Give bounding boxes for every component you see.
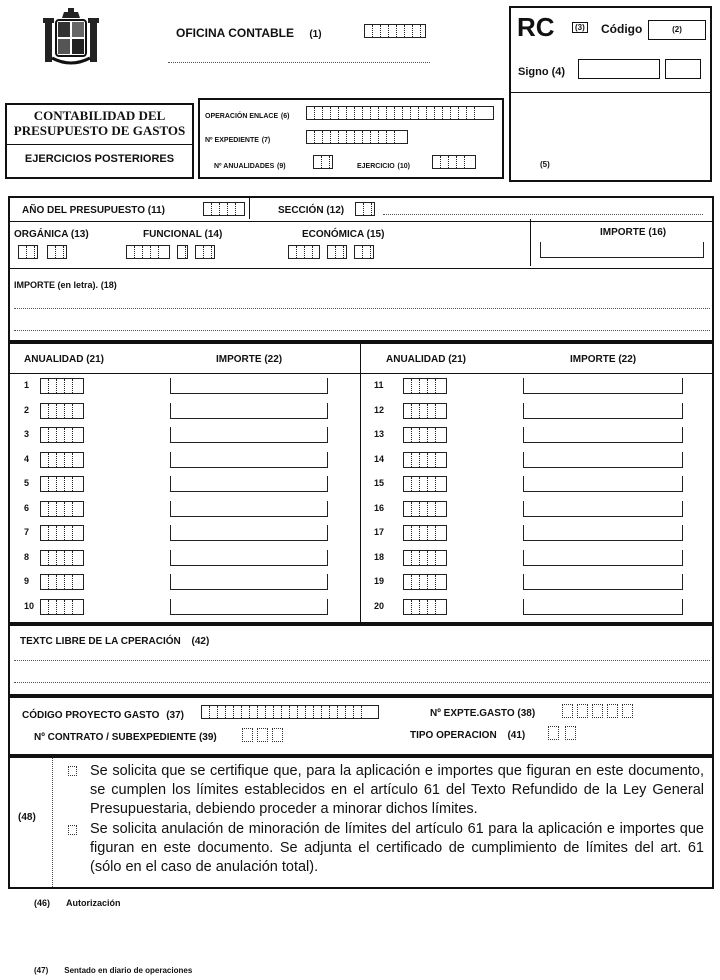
operacion-enlace-cells[interactable] (306, 106, 494, 120)
row-number: 17 (374, 527, 385, 537)
row-number: 18 (374, 551, 385, 562)
row-number: 9 (24, 576, 30, 586)
texto-libre-line-1[interactable] (14, 660, 710, 661)
anualidad-year-cells[interactable] (403, 452, 447, 468)
anualidad-importe-field[interactable] (523, 403, 683, 419)
row-number: 13 (374, 429, 385, 439)
certificar-text: Se solicita que se certifique que, para la aplicación e importes que figuran en este documento, se cumplen los límites establecidos en el artículo 61 del Texto Refundido de la Ley General Presupuestaria, debiendo proceder a minorar dichos límites. (90, 763, 704, 817)
contrato-label: Nº CONTRATO / SUBEXPEDIENTE (39) (34, 732, 217, 743)
row-number: 20 (374, 600, 385, 611)
subtitle-text: EJERCICIOS POSTERIORES (24, 153, 175, 165)
row-number: 3 (24, 429, 30, 439)
expediente-cells[interactable] (306, 130, 408, 144)
left-header-anualidad: ANUALIDAD (21) (24, 354, 104, 365)
anualidad-year-cells[interactable] (403, 403, 447, 419)
organica-cells[interactable] (18, 245, 67, 259)
row-number: 15 (374, 478, 385, 488)
operacion-enlace-label: OPERACIÓN ENLACE (6) (205, 113, 290, 120)
row-number: 19 (374, 576, 385, 586)
anualidad-year-cells[interactable] (40, 427, 84, 443)
anulacion-text: Se solicita anulación de minoración de límites del artículo 61 para la aplicación e importes que figuran en este documento. Se adjunta el certificado de cumplimiento de límites del art. 61 (sólo en el caso de anulación total). (90, 821, 704, 875)
anualidad-importe-field[interactable] (170, 427, 328, 443)
row-number: 2 (24, 404, 30, 415)
codigo-proyecto-cells[interactable] (201, 705, 379, 719)
anualidad-importe-field[interactable] (170, 501, 328, 517)
anualidad-importe-field[interactable] (523, 550, 683, 566)
ejercicio-label: EJERCICIO (10) (357, 163, 410, 170)
texto-libre-label: TEXTC LIBRE DE LA CPERACIÓN (42) (20, 636, 210, 647)
funcional-label: FUNCIONAL (14) (143, 229, 223, 240)
rc-num: (3) (572, 22, 588, 33)
anualidad-year-cells[interactable] (403, 378, 447, 394)
expediente-label: Nº EXPEDIENTE (7) (205, 137, 271, 144)
right-header-importe: IMPORTE (22) (570, 354, 637, 365)
seccion-cells[interactable] (355, 202, 375, 216)
row-number: 8 (24, 551, 30, 562)
tipo-operacion-label: TIPO OPERACION (41) (410, 730, 526, 741)
anulacion-checkbox[interactable] (68, 825, 77, 838)
anualidad-importe-field[interactable] (523, 452, 683, 468)
anualidad-year-cells[interactable] (403, 599, 447, 615)
economica-cells[interactable] (288, 245, 374, 259)
anualidad-year-cells[interactable] (40, 403, 84, 419)
importe-field[interactable] (540, 242, 704, 258)
expte-gasto-label: Nº EXPTE.GASTO (38) (430, 708, 536, 719)
row-number: 12 (374, 404, 385, 415)
anualidad-year-cells[interactable] (403, 476, 447, 492)
row-number: 10 (24, 600, 35, 611)
right-header-anualidad: ANUALIDAD (21) (386, 354, 466, 365)
row-number: 11 (374, 380, 384, 390)
anualidad-year-cells[interactable] (40, 550, 84, 566)
codigo-proyecto-label: CÓDIGO PROYECTO GASTO (37) (22, 710, 185, 721)
anualidad-importe-field[interactable] (170, 574, 328, 590)
anualidad-year-cells[interactable] (40, 452, 84, 468)
texto-libre-line-2[interactable] (14, 682, 710, 683)
sentado-label: (47) Sentado en diario de operaciones (34, 966, 193, 975)
anualidad-year-cells[interactable] (40, 378, 84, 394)
title-text: CONTABILIDAD DEL PRESUPUESTO DE GASTOS (13, 108, 186, 138)
anualidad-importe-field[interactable] (523, 599, 683, 615)
anualidad-importe-field[interactable] (523, 574, 683, 590)
expte-gasto-cells[interactable] (562, 704, 633, 721)
anualidad-year-cells[interactable] (403, 525, 447, 541)
anualidad-importe-field[interactable] (523, 525, 683, 541)
signo-label: Signo (4) (518, 66, 566, 78)
anualidad-importe-field[interactable] (170, 452, 328, 468)
anualidad-year-cells[interactable] (40, 525, 84, 541)
funcional-cells[interactable] (126, 245, 215, 259)
row-number: 6 (24, 502, 30, 513)
anualidad-importe-field[interactable] (523, 476, 683, 492)
importe-letra-label: IMPORTE (en letra). (18) (14, 280, 117, 290)
importe-letra-line-1[interactable] (14, 308, 710, 309)
seccion-label: SECCIÓN (12) (278, 205, 345, 216)
row-number: 7 (24, 527, 30, 537)
coat-of-arms-icon (42, 8, 100, 68)
anualidad-year-cells[interactable] (403, 501, 447, 517)
anualidad-year-cells[interactable] (40, 476, 84, 492)
anualidad-year-cells[interactable] (403, 550, 447, 566)
anualidad-importe-field[interactable] (523, 427, 683, 443)
anualidad-year-cells[interactable] (403, 427, 447, 443)
row-number: 4 (24, 453, 30, 464)
anualidad-importe-field[interactable] (170, 476, 328, 492)
budget-box (8, 196, 714, 342)
anualidad-year-cells[interactable] (40, 599, 84, 615)
anualidades-label: Nº ANUALIDADES (9) (214, 163, 286, 170)
ano-presupuesto-label: AÑO DEL PRESUPUESTO (11) (22, 205, 166, 216)
oficina-code-cells[interactable] (364, 24, 426, 38)
signo-field-2[interactable] (665, 59, 701, 79)
importe-label: IMPORTE (16) (600, 227, 667, 238)
ano-presupuesto-cells[interactable] (203, 202, 245, 216)
importe-letra-line-2[interactable] (14, 330, 710, 331)
anualidad-importe-field[interactable] (170, 599, 328, 615)
anualidad-importe-field[interactable] (523, 378, 683, 394)
row-number: 16 (374, 502, 385, 513)
anualidad-importe-field[interactable] (170, 525, 328, 541)
row-number: 14 (374, 453, 385, 464)
contrato-cells[interactable] (242, 728, 283, 745)
tipo-operacion-cells[interactable] (548, 726, 576, 743)
anualidades-cells[interactable] (313, 155, 333, 169)
anualidad-importe-field[interactable] (523, 501, 683, 517)
certificar-checkbox[interactable] (68, 766, 77, 779)
row-number: 5 (24, 478, 30, 488)
left-header-importe: IMPORTE (22) (216, 354, 283, 365)
oficina-contable-label: OFICINA CONTABLE (1) (176, 26, 322, 40)
anualidad-year-cells[interactable] (40, 501, 84, 517)
anualidad-importe-field[interactable] (170, 550, 328, 566)
anualidad-year-cells[interactable] (403, 574, 447, 590)
row-number: 1 (24, 380, 30, 390)
economica-label: ECONÓMICA (15) (302, 229, 385, 240)
box5-num: (5) (540, 160, 550, 169)
anualidad-importe-field[interactable] (170, 378, 328, 394)
anualidad-year-cells[interactable] (40, 574, 84, 590)
ejercicio-cells[interactable] (432, 155, 476, 169)
autorizacion-label: (46) Autorización (34, 898, 121, 908)
signo-field-1[interactable] (578, 59, 660, 79)
organica-label: ORGÁNICA (13) (14, 229, 89, 240)
solicitud-num: (48) (18, 812, 36, 823)
codigo-field[interactable]: (2) (648, 20, 706, 40)
codigo-label: Código (601, 22, 643, 36)
anualidad-importe-field[interactable] (170, 403, 328, 419)
rc-label: RC (517, 12, 555, 42)
